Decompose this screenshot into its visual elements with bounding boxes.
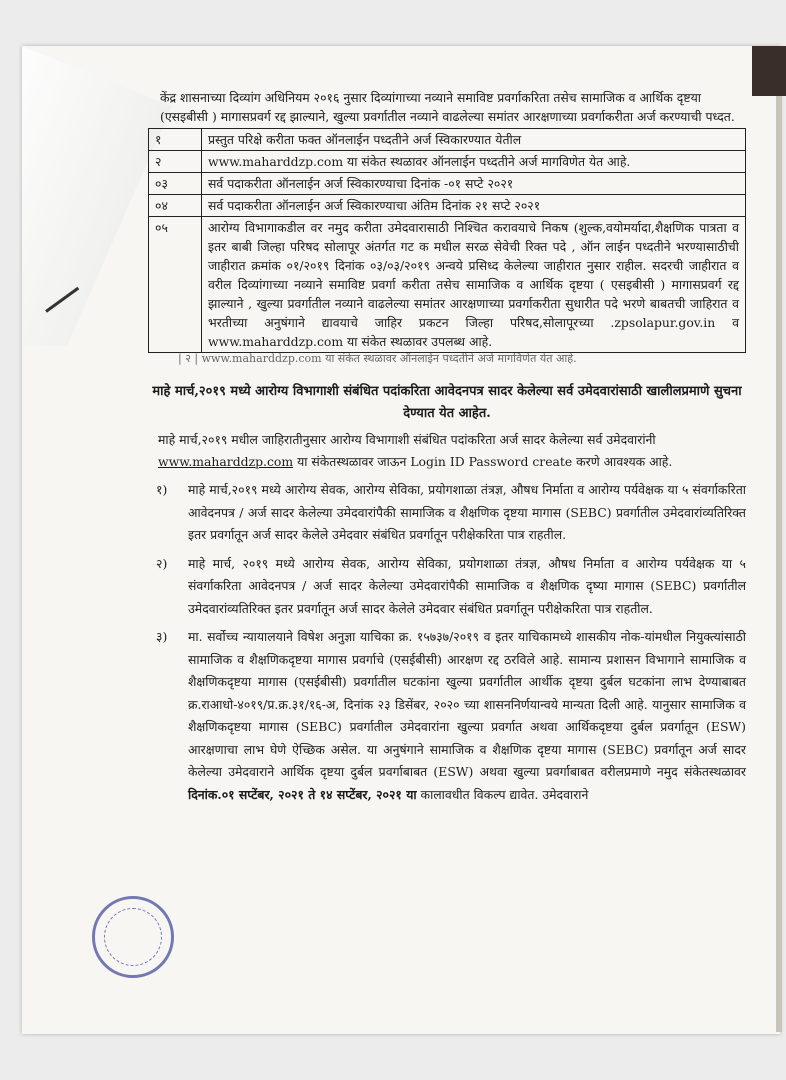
instruction-text-start: माहे मार्च,२०१९ मधील जाहिरातीनुसार आरोग्य विभागाशी संबंधित पदांकरिता अर्ज सादर केलेल्या सर्व उमेदवारांनी (158, 432, 656, 447)
item-text: माहे मार्च,२०१९ मध्ये आरोग्य सेवक, आरोग्य सेविका, प्रयोगशाळा तंत्रज्ञ, औषध निर्माता व आरोग्य पर्यवेक्षक या ५ संवर्गाकरिता आवेदनपत्र / अर्ज सादर केलेल्या उमेदवारांपैकी सामाजिक व शैक्षणिक दृष्टया मागास (SEBC) प्रवर्गातील उमेदवारांव्यतिरिक्त इतर प्रवर्गातून अर्ज सादर केलेले उमेदवार संबंधित प्रवर्गातून परीक्षेकरिता पात्र राहतील. (188, 482, 746, 542)
row-number: ०४ (149, 195, 202, 217)
item-marker: २) (156, 555, 168, 571)
procedure-table (148, 128, 746, 353)
table-row (149, 151, 746, 173)
item-date-range: दिनांक.०१ सप्टेंबर, २०२१ ते १४ सप्टेंबर, २०२१ या (188, 786, 417, 802)
item-text-end: कालावधीत विकल्प द्यावेत. उमेदवाराने (420, 786, 589, 802)
item-text: मा. सर्वोच्च न्यायालयाने विषेश अनुज्ञा याचिका क्र. १५७३७/२०१९ व इतर याचिकामध्ये शासकीय नोक-यांमधील नियुक्त्यांसाठी सामाजिक व शैक्षणिकदृष्टया मागास प्रवर्गाचे (एसईबीसी) आरक्षण रद्द ठरविले आहे. सामान्य प्रशासन विभागाने सामाजिक व शैक्षणिकदृष्टया मागास (एसईबीसी) प्रवर्गातील घटकांना खुल्या प्रवर्गातील आर्थीक दृष्टया दुर्बल घटकांना लाभ देण्याबाबत क्र.राआधो-४०१९/प्र.क्र.३१/१६-अ, दिनांक २३ डिसेंबर, २०२० च्या शासननिर्णयान्वये मान्यता दिली आहे. यानुसार सामाजिक व शैक्षणिकदृष्टया मागास (SEBC) प्रवर्गातील उमेदवारांना खुल्या प्रवर्गात अथवा आर्थिकदृष्टया दुर्बल प्रवर्गातून (ESW) आरक्षणाचा लाभ घेणे ऐच्छिक असेल. या अनुषंगाने सामाजिक व शैक्षणिक दृष्टया मागास (SEBC) प्रवर्गातून अर्ज सादर केलेल्या उमेदवाराने आर्थिक दृष्टया दुर्बल प्रवर्गाबाबत (ESW) अथवा खुल्या प्रवर्गाबाबत वरीलप्रमाणे नमुद संकेतस्थळावर (188, 629, 746, 779)
office-seal-stamp (92, 896, 174, 978)
row-text: आरोग्य विभागाकडील वर नमुद करीता उमेदवारासाठी निश्चित करावयाचे निकष (शुल्क,वयोमर्यादा,शैक्षणिक पात्रता व इतर बाबी जिल्हा परिषद सोलापूर अंतर्गत गट क मधील सरळ सेवेची रिक्त पदे , ऑन लाईन पध्दतीने भरण्यासाठीची जाहीरात क्रमांक ०१/२०१९ दिनांक ०३/०३/२०१९ अन्वये प्रसिध्द केलेल्या जाहीरात नुसार राहील. सदरची जाहीरात व वरील दिव्यांगाच्या नव्याने समाविष्ट प्रवर्गा करीता तसेच सामाजिक व आर्थिक दृष्टया ( एसइबीसी ) मागासप्रवर्ग रद्द झाल्याने , खुल्या प्रवर्गातील नव्याने वाढलेल्या समांतर आरक्षणाच्या प्रवर्गाकरीता सुधारीत पदे भरणे बाबतची जाहिरात व भरतीच्या अनुषंगाने द्यावयाचे जाहिर प्रकटन जिल्हा परिषद,सोलापूरच्या .zpsolapur.gov.in व www.maharddzp.com या संकेत स्थळावर उपलब्ध आहे. (202, 217, 746, 353)
item-marker: ३) (156, 629, 168, 644)
instruction-text-end: या संकेतस्थळावर जाऊन Login ID Password create करणे आवश्यक आहे. (297, 454, 673, 469)
row-text: सर्व पदाकरीता ऑनलाईन अर्ज स्विकारण्याचा दिनांक -०१ सप्टे २०२१ (202, 173, 746, 195)
row-number: ०५ (149, 217, 202, 353)
table-row (149, 129, 746, 151)
item-marker: १) (156, 482, 168, 497)
row-number: ०३ (149, 173, 202, 195)
website-link[interactable]: www.maharddzp.com (158, 454, 294, 469)
row-text: सर्व पदाकरीता ऑनलाईन अर्ज स्विकारण्याचा अंतिम दिनांक २१ सप्टे २०२१ (202, 195, 746, 217)
binder-edge (776, 96, 782, 1032)
instruction-paragraph (158, 429, 746, 473)
cut-off-row: | २ | www.maharddzp.com या संकेत स्थळावर ऑनलाईन पध्दतीने अर्ज मागविणेत येत आहे. (178, 353, 577, 365)
row-text: प्रस्तुत परिक्षे करीता फक्त ऑनलाईन पध्दतीने अर्ज स्विकारण्यात येतील (202, 129, 746, 151)
binder-clip (752, 46, 786, 96)
document-content (148, 88, 746, 812)
table-row (149, 173, 746, 195)
intro-text: केंद्र शासनाच्या दिव्यांग अधिनियम २०१६ नुसार दिव्यांगाच्या नव्याने समाविष्ट प्रवर्गाकरिता तसेच सामाजिक व आर्थिक दृष्टया (एसइबीसी ) मागासप्रवर्ग रद्द झाल्याने, खुल्या प्रवर्गातील नव्याने वाढलेल्या समांतर आरक्षणाच्या प्रवर्गाकरीता अर्ज करण्याची पध्दत. (160, 90, 735, 124)
notes-list (148, 479, 746, 806)
list-item (148, 479, 746, 547)
office-seal-inner (104, 908, 162, 966)
list-item (148, 626, 746, 806)
item-text: माहे मार्च, २०१९ मध्ये आरोग्य सेवक, आरोग्य सेविका, प्रयोगशाळा तंत्रज्ञ, औषध निर्माता व आरोग्य पर्यवेक्षक या ५ संवर्गाकरिता आवेदनपत्र / अर्ज सादर केलेल्या उमेदवारांपैकी सामाजिक व शैक्षणिक दृष्या मागास (SEBC) प्रवर्गातील उमेदवारांव्यतिरिक्त इतर प्रवर्गातून अर्ज सादर केलेले उमेदवार संबंधित प्रवर्गातून परीक्षेकरिता पात्र राहतील. (188, 555, 746, 616)
list-item (148, 553, 746, 621)
row-number: १ (149, 129, 202, 151)
table-row (149, 217, 746, 353)
row-number: २ (149, 151, 202, 173)
table-row (149, 195, 746, 217)
notice-heading: माहे मार्च,२०१९ मध्ये आरोग्य विभागाशी संबंधित पदांकरिता आवेदनपत्र सादर केलेल्या सर्व उमेदवारांसाठी खालीलप्रमाणे सुचना देण्यात येत आहेत. (152, 384, 742, 421)
row-text: www.maharddzp.com या संकेत स्थळावर ऑनलाईन पध्दतीने अर्ज मागविणेत येत आहे. (202, 151, 746, 173)
